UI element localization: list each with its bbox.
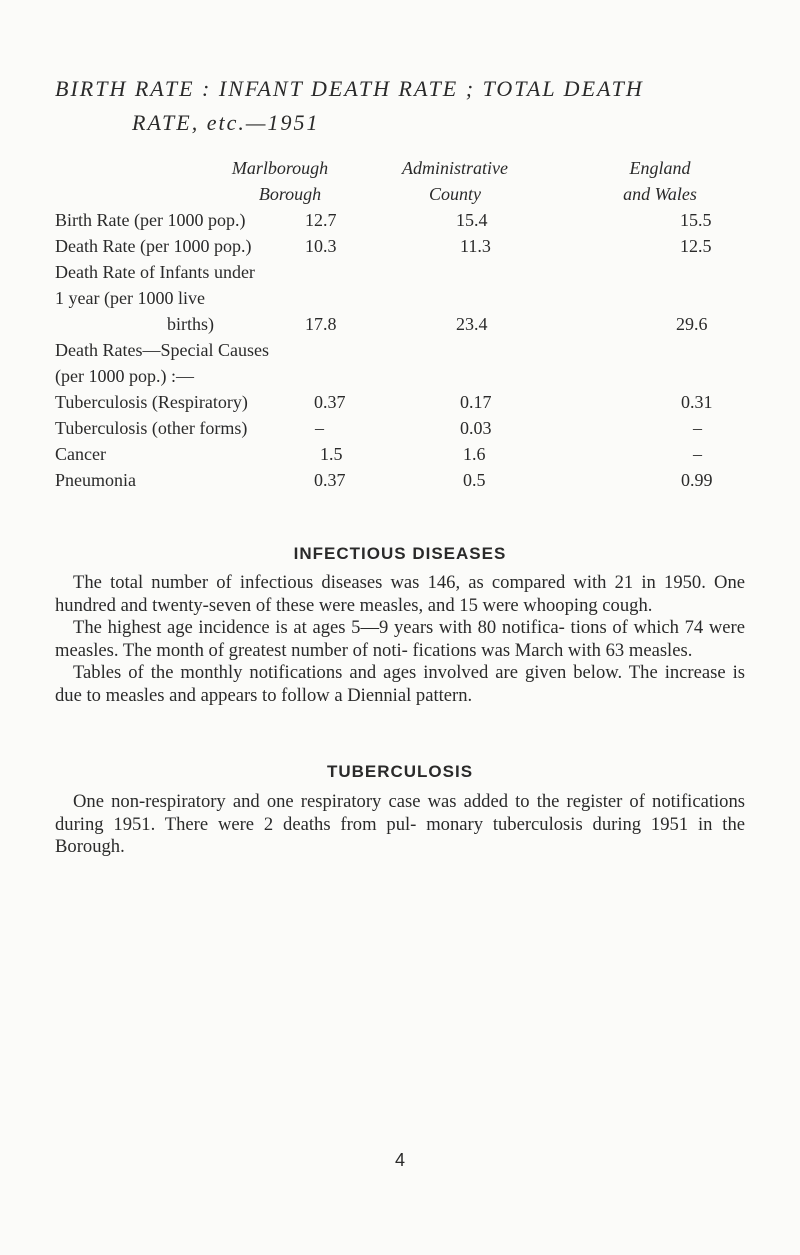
column-header-line: Marlborough: [231, 158, 329, 178]
cell-value: 0.37: [314, 470, 346, 490]
cell-value: 10.3: [305, 236, 337, 256]
cell-value: 15.5: [680, 210, 712, 230]
section-heading-tuberculosis: TUBERCULOSIS: [326, 762, 474, 781]
cell-value: 12.7: [305, 210, 337, 230]
column-header-line: Borough: [258, 184, 322, 204]
row-label-cancer: Cancer: [55, 444, 106, 464]
cell-value: 0.03: [460, 418, 492, 438]
paragraph: The total number of infectious diseases was 146, as compared with 21 in 1950. One hundred and twenty-seven of these were measles, and 15 were whooping cough.: [55, 572, 745, 616]
cell-value: 12.5: [680, 236, 712, 256]
page-title-line-2: RATE, etc.—1951: [132, 110, 320, 135]
row-label-tb-respiratory: Tuberculosis (Respiratory): [55, 392, 248, 412]
cell-value: 1.6: [463, 444, 486, 464]
page-number: 4: [394, 1150, 405, 1170]
cell-value: 0.17: [460, 392, 492, 412]
cell-value: 0.37: [314, 392, 346, 412]
column-header-county: [355, 155, 555, 207]
paragraph: Tables of the monthly notifications and ages involved are given below. The increase is due to measles and appears to follow a Diennial pattern.: [55, 662, 745, 706]
tuberculosis-text: [55, 791, 745, 859]
infectious-diseases-text: [55, 572, 745, 707]
column-header-line: Administrative: [402, 158, 508, 178]
row-label-tb-other: Tuberculosis (other forms): [55, 418, 248, 438]
cell-value: –: [693, 418, 702, 438]
paragraph: The highest age incidence is at ages 5—9 years with 80 notifica- tions of which 74 were measles. The month of greatest number of noti- fications was March with 63 measles.: [55, 617, 745, 661]
column-header-england: [560, 155, 760, 207]
cell-value: 0.99: [681, 470, 713, 490]
paragraph: One non-respiratory and one respiratory case was added to the register of notifications during 1951. There were 2 deaths from pul- monary tuberculosis during 1951 in the Borough.: [55, 791, 745, 857]
row-label-pneumonia: Pneumonia: [55, 470, 136, 490]
cell-value: 1.5: [320, 444, 343, 464]
page-title-line-1: BIRTH RATE : INFANT DEATH RATE ; TOTAL DEATH: [55, 76, 644, 101]
section-heading-infectious-diseases: INFECTIOUS DISEASES: [293, 544, 507, 563]
column-header-marlborough: [180, 155, 380, 207]
column-header-line: County: [429, 184, 481, 204]
row-label-infant-death-rate: 1 year (per 1000 live: [55, 288, 205, 308]
row-label-death-rate: Death Rate (per 1000 pop.): [55, 236, 252, 256]
cell-value: 0.5: [463, 470, 486, 490]
cell-value: –: [315, 418, 324, 438]
row-label-infant-death-rate: births): [167, 314, 214, 334]
cell-value: 15.4: [456, 210, 488, 230]
cell-value: 11.3: [460, 236, 491, 256]
column-header-line: and Wales: [623, 184, 697, 204]
row-label-special-causes: (per 1000 pop.) :—: [55, 366, 194, 386]
cell-value: 0.31: [681, 392, 713, 412]
cell-value: –: [693, 444, 702, 464]
row-label-birth-rate: Birth Rate (per 1000 pop.): [55, 210, 246, 230]
column-header-line: England: [629, 158, 691, 178]
row-label-infant-death-rate: Death Rate of Infants under: [55, 262, 255, 282]
cell-value: 23.4: [456, 314, 488, 334]
row-label-special-causes: Death Rates—Special Causes: [55, 340, 269, 360]
cell-value: 29.6: [676, 314, 708, 334]
cell-value: 17.8: [305, 314, 337, 334]
